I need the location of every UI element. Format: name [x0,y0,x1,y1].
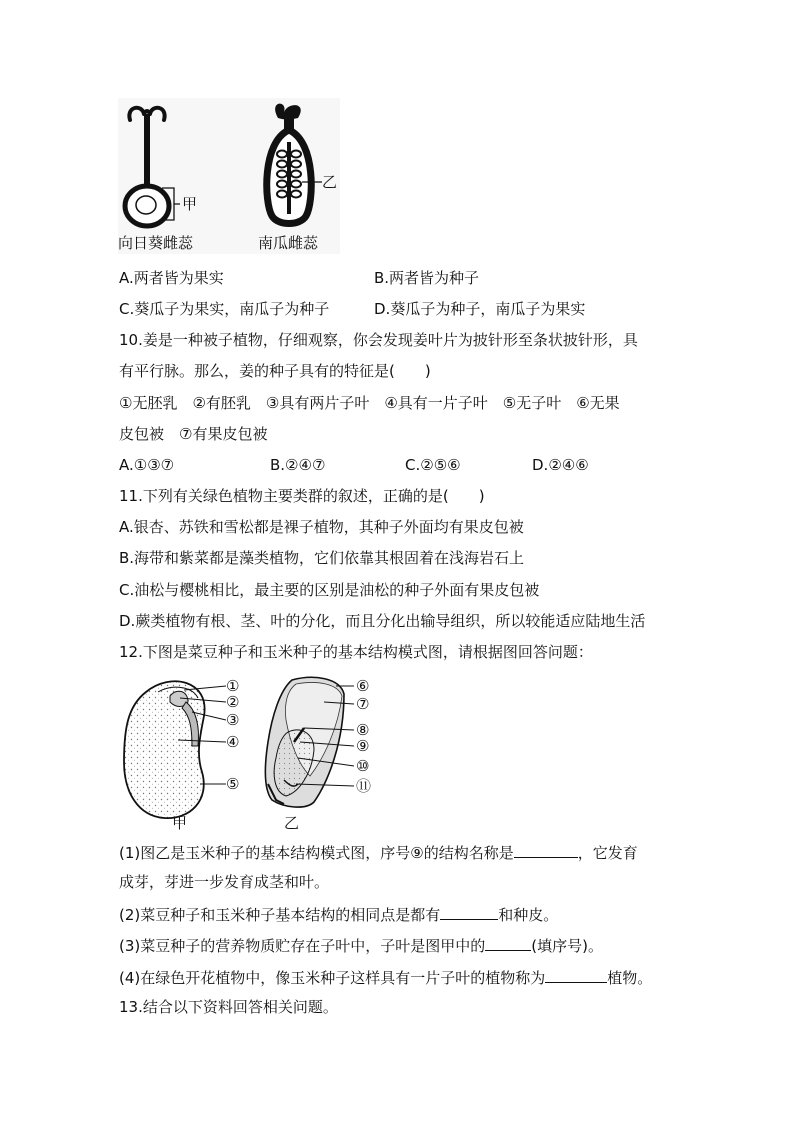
q12-sub1-text-a: (1)图乙是玉米种子的基本结构模式图，序号⑨的结构名称是 [119,844,514,862]
bean-seed [124,681,205,818]
q10-option-b: B.②④⑦ [270,456,326,474]
q12-sub1-blank[interactable] [514,841,578,858]
q11-stem: 11.下列有关绿色植物主要类群的叙述，正确的是( ) [119,487,485,505]
q12-sub1-text-b: ，它发育 [577,844,638,862]
corn-label-6: ⑥ [356,677,370,695]
q12-sub1-line1 [119,841,638,863]
pumpkin-caption: 南瓜雌蕊 [258,234,319,252]
corn-label-9: ⑨ [356,737,370,755]
q12-sub2-text-b: 和种皮。 [498,906,559,924]
q12-sub2 [119,903,558,925]
q10-features-line1: ①无胚乳 ②有胚乳 ③具有两片子叶 ④具有一片子叶 ⑤无子叶 ⑥无果 [119,394,620,412]
q9-option-c: C.葵瓜子为果实，南瓜子为种子 [119,300,330,318]
q10-features-line2: 皮包被 ⑦有果皮包被 [119,425,268,443]
q12-sub1-line2: 成芽，芽进一步发育成茎和叶。 [119,873,330,891]
bean-caption: 甲 [172,814,188,832]
bean-label-5: ⑤ [226,775,240,793]
q13-stem: 13.结合以下资料回答相关问题。 [119,998,338,1016]
q12-sub2-blank[interactable] [440,903,498,920]
q10-option-a: A.①③⑦ [119,456,175,474]
seed-figure [118,672,388,834]
q12-sub3-text-b: (填序号)。 [531,937,603,955]
corn-label-8: ⑧ [356,721,370,739]
q9-option-a: A.两者皆为果实 [119,269,224,287]
label-jia: 甲 [182,195,198,213]
q10-stem-line2: 有平行脉。那么，姜的种子具有的特征是( ) [119,362,431,380]
bean-label-2: ② [226,693,240,711]
q9-option-b: B.两者皆为种子 [374,269,480,287]
bean-label-3: ③ [226,711,240,729]
q12-sub3 [119,934,603,956]
q11-option-a: A.银杏、苏铁和雪松都是裸子植物，其种子外面均有果皮包被 [119,518,524,536]
q12-sub3-text-a: (3)菜豆种子的营养物质贮存在子叶中，子叶是图甲中的 [119,937,486,955]
q10-option-d: D.②④⑥ [532,456,589,474]
corn-label-7: ⑦ [356,695,370,713]
corn-label-11: ⑪ [356,777,372,795]
q11-option-b: B.海带和紫菜都是藻类植物，它们依靠其根固着在浅海岩石上 [119,549,525,567]
q10-stem-line1: 10.姜是一种被子植物，仔细观察，你会发现姜叶片为披针形至条状披针形，具 [119,331,638,349]
q11-option-c: C.油松与樱桃相比，最主要的区别是油松的种子外面有果皮包被 [119,581,540,599]
q12-stem: 12.下图是菜豆种子和玉米种子的基本结构模式图，请根据图回答问题： [119,643,593,661]
q12-sub4-text-b: 植物。 [607,969,653,987]
seed-diagram [118,672,388,834]
bean-label-1: ① [226,677,240,695]
q12-sub4 [119,966,652,988]
label-yi: 乙 [322,173,338,191]
bean-label-4: ④ [226,733,240,751]
q9-option-d: D.葵瓜子为种子，南瓜子为果实 [374,300,586,318]
q12-sub4-text-a: (4)在绿色开花植物中，像玉米种子这样具有一片子叶的植物称为 [119,969,546,987]
pistil-figure [112,98,342,258]
corn-caption: 乙 [284,814,300,832]
corn-label-10: ⑩ [356,757,370,775]
q11-option-d: D.蕨类植物有根、茎、叶的分化，而且分化出输导组织，所以较能适应陆地生活 [119,612,646,630]
sunflower-style [144,114,150,188]
q12-sub4-blank[interactable] [545,966,607,983]
sunflower-caption: 向日葵雌蕊 [118,234,194,252]
q12-sub3-blank[interactable] [485,934,531,951]
sunflower-ovule [136,196,156,214]
q12-sub2-text-a: (2)菜豆种子和玉米种子基本结构的相同点是都有 [119,906,441,924]
q10-option-c: C.②⑤⑥ [405,456,461,474]
